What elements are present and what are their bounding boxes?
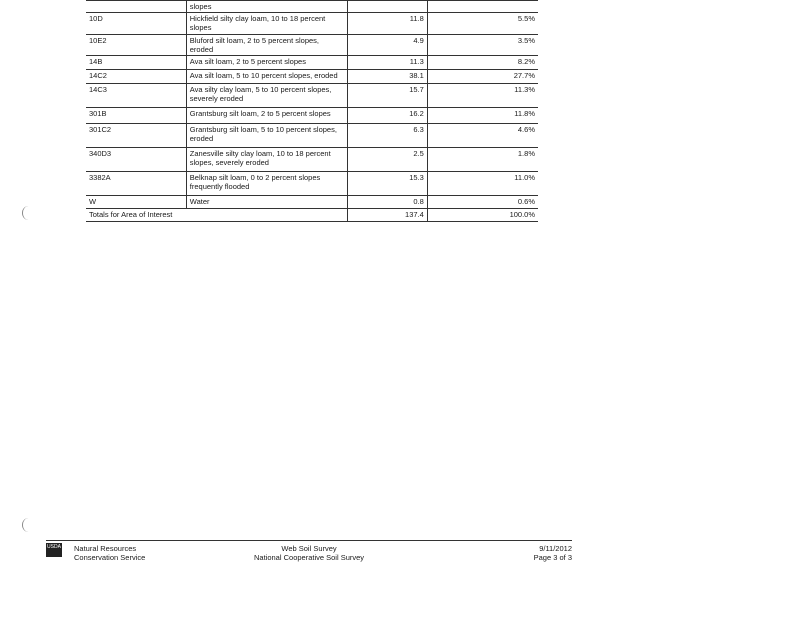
survey-line-2: National Cooperative Soil Survey xyxy=(254,553,365,562)
table-row xyxy=(86,172,538,196)
map-unit-name: Ava silt loam, 2 to 5 percent slopes xyxy=(186,56,347,70)
map-unit-symbol: 14C2 xyxy=(86,70,186,84)
map-unit-symbol: 301C2 xyxy=(86,124,186,148)
acres-in-aoi: 38.1 xyxy=(347,70,427,84)
percent-of-aoi: 11.8% xyxy=(427,108,538,124)
map-unit-name: Bluford silt loam, 2 to 5 percent slopes, eroded xyxy=(186,35,347,56)
acres-in-aoi: 4.9 xyxy=(347,35,427,56)
table-row xyxy=(86,1,538,13)
percent-of-aoi: 1.8% xyxy=(427,148,538,172)
soil-map-unit-table xyxy=(86,0,538,222)
map-unit-name: Ava silty clay loam, 5 to 10 percent slopes, severely eroded xyxy=(186,84,347,108)
acres-in-aoi: 0.8 xyxy=(347,196,427,209)
table-row xyxy=(86,148,538,172)
survey-name xyxy=(254,544,364,562)
totals-label: Totals for Area of Interest xyxy=(86,209,347,222)
map-unit-symbol: 10D xyxy=(86,13,186,35)
table-row xyxy=(86,13,538,35)
page-number: Page 3 of 3 xyxy=(533,553,572,562)
print-meta xyxy=(534,544,572,562)
map-unit-symbol: 340D3 xyxy=(86,148,186,172)
agency-line-2: Conservation Service xyxy=(74,553,146,562)
acres-in-aoi: 2.5 xyxy=(347,148,427,172)
punch-hole-mark xyxy=(22,206,35,220)
totals-percent: 100.0% xyxy=(427,209,538,222)
percent-of-aoi: 0.6% xyxy=(427,196,538,209)
map-unit-symbol: 10E2 xyxy=(86,35,186,56)
table-row xyxy=(86,124,538,148)
percent-of-aoi: 3.5% xyxy=(427,35,538,56)
map-unit-symbol: 14B xyxy=(86,56,186,70)
totals-row xyxy=(86,209,538,222)
percent-of-aoi: 8.2% xyxy=(427,56,538,70)
map-unit-name: Grantsburg silt loam, 5 to 10 percent slopes, eroded xyxy=(186,124,347,148)
punch-hole-mark xyxy=(22,518,35,532)
map-unit-symbol xyxy=(86,1,186,13)
acres-in-aoi: 11.8 xyxy=(347,13,427,35)
table-row xyxy=(86,56,538,70)
percent-of-aoi: 5.5% xyxy=(427,13,538,35)
map-unit-name: Hickfield silty clay loam, 10 to 18 percent slopes xyxy=(186,13,347,35)
map-unit-name: Zanesville silty clay loam, 10 to 18 percent slopes, severely eroded xyxy=(186,148,347,172)
percent-of-aoi: 27.7% xyxy=(427,70,538,84)
table-row xyxy=(86,84,538,108)
print-date: 9/11/2012 xyxy=(539,544,572,553)
acres-in-aoi: 15.7 xyxy=(347,84,427,108)
usda-logo-text: USDA xyxy=(47,544,61,550)
acres-in-aoi: 6.3 xyxy=(347,124,427,148)
map-unit-name: slopes xyxy=(186,1,347,13)
agency-line-1: Natural Resources xyxy=(74,544,137,553)
table-row xyxy=(86,35,538,56)
map-unit-name: Belknap silt loam, 0 to 2 percent slopes frequently flooded xyxy=(186,172,347,196)
acres-in-aoi: 11.3 xyxy=(347,56,427,70)
acres-in-aoi: 16.2 xyxy=(347,108,427,124)
table-row xyxy=(86,196,538,209)
survey-line-1: Web Soil Survey xyxy=(281,544,337,553)
usda-logo xyxy=(46,543,62,557)
percent-of-aoi: 4.6% xyxy=(427,124,538,148)
percent-of-aoi: 11.3% xyxy=(427,84,538,108)
acres-in-aoi xyxy=(347,1,427,13)
acres-in-aoi: 15.3 xyxy=(347,172,427,196)
page-footer xyxy=(46,540,572,569)
map-unit-symbol: 3382A xyxy=(86,172,186,196)
table-row xyxy=(86,108,538,124)
map-unit-name: Water xyxy=(186,196,347,209)
totals-acres: 137.4 xyxy=(347,209,427,222)
map-unit-name: Grantsburg silt loam, 2 to 5 percent slopes xyxy=(186,108,347,124)
map-unit-symbol: W xyxy=(86,196,186,209)
percent-of-aoi xyxy=(427,1,538,13)
map-unit-symbol: 14C3 xyxy=(86,84,186,108)
percent-of-aoi: 11.0% xyxy=(427,172,538,196)
map-unit-symbol: 301B xyxy=(86,108,186,124)
agency-name xyxy=(74,544,145,562)
table-row xyxy=(86,70,538,84)
map-unit-name: Ava silt loam, 5 to 10 percent slopes, eroded xyxy=(186,70,347,84)
